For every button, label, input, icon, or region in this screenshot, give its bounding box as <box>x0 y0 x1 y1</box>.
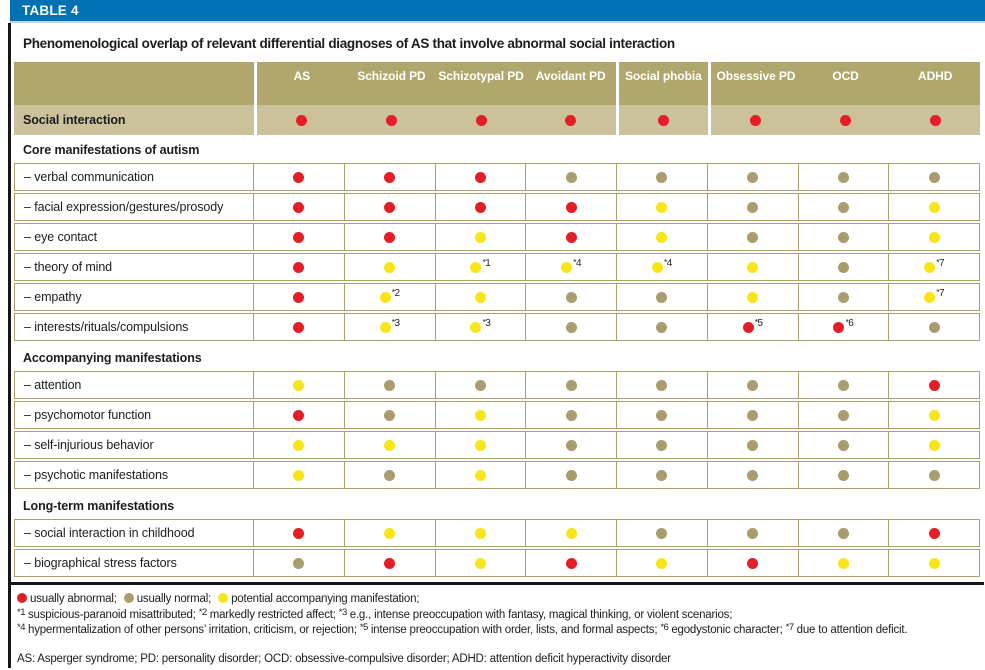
table-row <box>14 313 980 341</box>
status-yellow-dot-icon <box>929 410 940 421</box>
status-olive-dot-icon <box>929 470 940 481</box>
dot-cell <box>254 283 345 311</box>
status-olive-dot-icon <box>566 470 577 481</box>
dot-cell <box>345 223 436 251</box>
dot-cell <box>889 431 980 459</box>
header-label-spacer <box>14 62 254 105</box>
dot-cell <box>617 549 708 577</box>
dot-cell <box>889 401 980 429</box>
legend-item: usually normal; <box>124 593 214 605</box>
asterisk-note-marker: *5 <box>359 622 368 633</box>
dot-cell <box>708 431 799 459</box>
status-olive-dot-icon <box>293 558 304 569</box>
asterisk-icon: * <box>17 606 21 618</box>
status-yellow-dot-icon <box>475 232 486 243</box>
social-row-cell <box>436 105 526 135</box>
table-row <box>14 401 980 429</box>
status-red-dot-icon <box>929 380 940 391</box>
section-title: Accompanying manifestations <box>23 351 202 365</box>
status-olive-dot-icon <box>747 528 758 539</box>
dot-cell <box>889 549 980 577</box>
row-label: – psychomotor function <box>14 401 254 429</box>
asterisk-note-marker: *6 <box>845 316 854 329</box>
legend-item: usually abnormal; <box>17 593 120 605</box>
dot-cell <box>436 371 527 399</box>
status-red-dot-icon <box>840 115 851 126</box>
dot-cell <box>254 549 345 577</box>
legend-line <box>17 592 985 608</box>
dot-cell <box>436 163 527 191</box>
row-label: – self-injurious behavior <box>14 431 254 459</box>
status-olive-dot-icon <box>838 232 849 243</box>
column-header-adhd: ADHD <box>918 69 953 83</box>
row-label: – attention <box>14 371 254 399</box>
status-olive-dot-icon <box>566 410 577 421</box>
dot-cell <box>889 283 980 311</box>
status-yellow-dot-icon <box>384 528 395 539</box>
legend-red-dot-icon <box>17 593 27 603</box>
column-header-social-phobia: Social phobia <box>616 62 709 105</box>
column-header-schizotypal-pd: Schizotypal PD <box>438 69 524 83</box>
dot-cell <box>526 223 617 251</box>
dot-cell <box>799 163 890 191</box>
dot-cell <box>345 283 436 311</box>
status-yellow-dot-icon <box>475 292 486 303</box>
table-row <box>14 253 980 281</box>
table-row <box>14 163 980 191</box>
status-red-dot-icon <box>750 115 761 126</box>
row-label: – theory of mind <box>14 253 254 281</box>
status-red-dot-icon <box>930 115 941 126</box>
table-row <box>14 431 980 459</box>
status-yellow-dot-icon <box>470 322 481 333</box>
status-olive-dot-icon <box>566 172 577 183</box>
status-olive-dot-icon <box>838 470 849 481</box>
status-olive-dot-icon <box>656 528 667 539</box>
dot-cell <box>254 223 345 251</box>
asterisk-icon: * <box>391 286 395 297</box>
status-red-dot-icon <box>566 202 577 213</box>
dot-cell <box>526 371 617 399</box>
dot-cell <box>889 223 980 251</box>
asterisk-icon: * <box>391 316 395 327</box>
table-row <box>14 223 980 251</box>
row-label: – eye contact <box>14 223 254 251</box>
status-yellow-dot-icon <box>475 528 486 539</box>
status-yellow-dot-icon <box>475 470 486 481</box>
social-row-cell <box>801 105 891 135</box>
dot-cell <box>799 519 890 547</box>
dot-cell <box>526 193 617 221</box>
status-red-dot-icon <box>475 172 486 183</box>
status-olive-dot-icon <box>384 410 395 421</box>
dot-cell <box>799 371 890 399</box>
status-red-dot-icon <box>475 202 486 213</box>
dot-cell <box>526 549 617 577</box>
status-olive-dot-icon <box>838 440 849 451</box>
dot-cell <box>889 163 980 191</box>
dot-cell <box>436 519 527 547</box>
status-red-dot-icon <box>293 410 304 421</box>
status-olive-dot-icon <box>747 202 758 213</box>
status-yellow-dot-icon <box>924 292 935 303</box>
dot-cell <box>345 313 436 341</box>
dot-cell <box>526 283 617 311</box>
asterisk-icon: * <box>573 256 576 267</box>
social-row-cell <box>708 105 801 135</box>
dot-cell <box>254 313 345 341</box>
dot-cell <box>889 313 980 341</box>
asterisk-note-marker: *1 <box>482 256 491 269</box>
status-yellow-dot-icon <box>561 262 572 273</box>
dot-cell <box>617 401 708 429</box>
status-red-dot-icon <box>384 558 395 569</box>
status-olive-dot-icon <box>566 292 577 303</box>
dot-cell <box>254 163 345 191</box>
dot-cell <box>436 283 527 311</box>
status-red-dot-icon <box>293 292 304 303</box>
dot-cell <box>436 253 527 281</box>
dot-cell <box>799 401 890 429</box>
status-yellow-dot-icon <box>652 262 663 273</box>
column-header-as: AS <box>254 62 347 105</box>
status-olive-dot-icon <box>747 172 758 183</box>
asterisk-note-marker: *4 <box>17 622 25 633</box>
status-yellow-dot-icon <box>380 292 391 303</box>
table-row <box>14 549 980 577</box>
dot-cell <box>526 313 617 341</box>
dot-cell <box>799 313 890 341</box>
dot-cell <box>889 519 980 547</box>
dot-cell <box>345 549 436 577</box>
asterisk-icon: * <box>845 316 849 327</box>
diagnosis-table <box>14 62 980 585</box>
status-yellow-dot-icon <box>747 292 758 303</box>
dot-cell <box>617 223 708 251</box>
asterisk-icon: * <box>198 606 202 618</box>
status-olive-dot-icon <box>747 380 758 391</box>
asterisk-icon: * <box>359 622 364 633</box>
status-yellow-dot-icon <box>380 322 391 333</box>
dot-cell <box>436 223 527 251</box>
status-yellow-dot-icon <box>293 440 304 451</box>
table-row <box>14 371 980 399</box>
dot-cell <box>799 223 890 251</box>
dot-cell <box>526 519 617 547</box>
dot-cell <box>436 549 527 577</box>
status-red-dot-icon <box>293 202 304 213</box>
asterisk-note-marker: *3 <box>338 606 347 618</box>
status-red-dot-icon <box>565 115 576 126</box>
status-yellow-dot-icon <box>470 262 481 273</box>
status-yellow-dot-icon <box>656 232 667 243</box>
table-row <box>14 461 980 489</box>
status-yellow-dot-icon <box>475 440 486 451</box>
dot-cell <box>345 371 436 399</box>
dot-cell <box>254 519 345 547</box>
section-title: Long-term manifestations <box>23 499 175 513</box>
status-olive-dot-icon <box>838 528 849 539</box>
asterisk-icon: * <box>785 622 789 633</box>
asterisk-icon: * <box>936 256 939 267</box>
social-row-cell <box>526 105 616 135</box>
status-red-dot-icon <box>293 232 304 243</box>
asterisk-icon: * <box>482 316 486 327</box>
dot-cell <box>436 313 527 341</box>
dot-cell <box>617 193 708 221</box>
dot-cell <box>799 193 890 221</box>
social-row-cell <box>347 105 437 135</box>
table-header-bar <box>10 0 985 23</box>
dot-cell <box>708 223 799 251</box>
legend-item: potential accompanying manifestation; <box>218 593 419 605</box>
status-red-dot-icon <box>658 115 669 126</box>
status-olive-dot-icon <box>747 232 758 243</box>
status-red-dot-icon <box>743 322 754 333</box>
status-olive-dot-icon <box>566 380 577 391</box>
dot-cell <box>254 431 345 459</box>
social-row-cell <box>616 105 709 135</box>
table-number-tag: TABLE 4 <box>22 3 79 18</box>
asterisk-note-marker: *4 <box>573 256 582 269</box>
asterisk-note-marker: *6 <box>660 622 669 633</box>
dot-cell <box>889 371 980 399</box>
dot-cell <box>345 431 436 459</box>
status-olive-dot-icon <box>384 380 395 391</box>
status-red-dot-icon <box>476 115 487 126</box>
row-label: – interests/rituals/compulsions <box>14 313 254 341</box>
dot-cell <box>254 371 345 399</box>
legend-olive-dot-icon <box>124 593 134 603</box>
dot-cell <box>708 283 799 311</box>
table-frame <box>8 23 985 668</box>
asterisk-icon: * <box>660 622 664 633</box>
status-yellow-dot-icon <box>293 470 304 481</box>
status-olive-dot-icon <box>656 410 667 421</box>
asterisk-icon: * <box>17 622 21 633</box>
status-olive-dot-icon <box>838 292 849 303</box>
asterisk-icon: * <box>754 316 758 327</box>
dot-cell <box>345 461 436 489</box>
dot-cell <box>799 283 890 311</box>
status-red-dot-icon <box>293 322 304 333</box>
status-olive-dot-icon <box>838 380 849 391</box>
status-red-dot-icon <box>384 202 395 213</box>
status-olive-dot-icon <box>475 380 486 391</box>
dot-cell <box>617 163 708 191</box>
dot-cell <box>617 283 708 311</box>
status-olive-dot-icon <box>747 470 758 481</box>
dot-cell <box>708 519 799 547</box>
dot-cell <box>345 193 436 221</box>
section-title: Core manifestations of autism <box>23 143 200 157</box>
status-yellow-dot-icon <box>384 262 395 273</box>
asterisk-note-marker: *7 <box>936 286 945 299</box>
dot-cell <box>889 193 980 221</box>
status-yellow-dot-icon <box>566 528 577 539</box>
dot-cell <box>345 253 436 281</box>
social-row-cell <box>890 105 980 135</box>
row-label: – social interaction in childhood <box>14 519 254 547</box>
social-interaction-row <box>14 105 980 135</box>
column-header-row <box>14 62 980 105</box>
asterisk-note-marker: *7 <box>936 256 945 269</box>
dot-cell <box>617 519 708 547</box>
status-yellow-dot-icon <box>929 440 940 451</box>
dot-cell <box>526 253 617 281</box>
status-red-dot-icon <box>296 115 307 126</box>
footnotes <box>14 585 985 667</box>
dot-cell <box>708 163 799 191</box>
status-red-dot-icon <box>293 172 304 183</box>
asterisk-note-marker: *7 <box>785 622 794 633</box>
status-red-dot-icon <box>929 528 940 539</box>
status-red-dot-icon <box>384 232 395 243</box>
status-olive-dot-icon <box>656 322 667 333</box>
asterisk-note-marker: *1 <box>17 606 25 618</box>
asterisk-note-marker: *2 <box>391 286 400 299</box>
asterisk-note-marker: *3 <box>391 316 400 329</box>
status-yellow-dot-icon <box>747 262 758 273</box>
status-yellow-dot-icon <box>384 440 395 451</box>
table-title: Phenomenological overlap of relevant differential diagnoses of AS that involve abnormal social interaction <box>23 36 675 51</box>
status-red-dot-icon <box>566 232 577 243</box>
asterisk-icon: * <box>663 256 667 267</box>
status-yellow-dot-icon <box>838 558 849 569</box>
status-yellow-dot-icon <box>293 380 304 391</box>
status-olive-dot-icon <box>929 322 940 333</box>
dot-cell <box>345 163 436 191</box>
dot-cell <box>617 253 708 281</box>
status-red-dot-icon <box>566 558 577 569</box>
status-yellow-dot-icon <box>924 262 935 273</box>
row-label: – empathy <box>14 283 254 311</box>
status-yellow-dot-icon <box>929 232 940 243</box>
dot-cell <box>708 401 799 429</box>
abbreviations-line: AS: Asperger syndrome; PD: personality disorder; OCD: obsessive-compulsive disorder; ADHD: attention deficit hyperactivity disorder <box>17 652 671 665</box>
status-olive-dot-icon <box>838 410 849 421</box>
asterisk-icon: * <box>338 606 342 618</box>
status-red-dot-icon <box>384 172 395 183</box>
dot-cell <box>708 461 799 489</box>
dot-cell <box>254 401 345 429</box>
column-header-schizoid-pd: Schizoid PD <box>357 69 426 83</box>
dot-cell <box>617 461 708 489</box>
dot-cell <box>889 461 980 489</box>
status-olive-dot-icon <box>656 440 667 451</box>
marker-footnote-lines <box>17 608 985 639</box>
dot-cell <box>708 253 799 281</box>
dot-cell <box>345 519 436 547</box>
dot-cell <box>708 371 799 399</box>
dot-cell <box>799 431 890 459</box>
social-row-cell <box>254 105 347 135</box>
legend-yellow-dot-icon <box>218 593 228 603</box>
row-label: – verbal communication <box>14 163 254 191</box>
dot-cell <box>708 193 799 221</box>
asterisk-icon: * <box>482 256 486 267</box>
asterisk-note-marker: *2 <box>198 606 207 618</box>
asterisk-icon: * <box>936 286 939 297</box>
dot-cell <box>708 549 799 577</box>
dot-cell <box>254 193 345 221</box>
dot-cell <box>708 313 799 341</box>
footnote-line: $^{*4}$ hypermentalization of other persons’ irritation, criticism, or rejection; $^{*5}$ intense preoccupation with order, lists, and formal aspects; $^{*6}$ egodystonic character; $^{*7}$ due to attention deficit. <box>17 622 908 636</box>
dot-cell <box>617 431 708 459</box>
dot-cell <box>436 401 527 429</box>
table-row <box>14 283 980 311</box>
dot-cell <box>617 371 708 399</box>
dot-cell <box>526 461 617 489</box>
dot-cell <box>254 253 345 281</box>
status-yellow-dot-icon <box>475 558 486 569</box>
row-label: – biographical stress factors <box>14 549 254 577</box>
dot-cell <box>436 193 527 221</box>
status-olive-dot-icon <box>656 470 667 481</box>
status-olive-dot-icon <box>747 440 758 451</box>
status-olive-dot-icon <box>566 440 577 451</box>
dot-cell <box>526 431 617 459</box>
status-yellow-dot-icon <box>656 558 667 569</box>
column-header-ocd: OCD <box>832 69 859 83</box>
row-label: – facial expression/gestures/prosody <box>14 193 254 221</box>
status-olive-dot-icon <box>656 172 667 183</box>
status-olive-dot-icon <box>838 172 849 183</box>
dot-cell <box>617 313 708 341</box>
status-olive-dot-icon <box>838 262 849 273</box>
dot-cell <box>799 461 890 489</box>
table-row <box>14 193 980 221</box>
asterisk-note-marker: *5 <box>754 316 763 329</box>
dot-cell <box>526 163 617 191</box>
status-red-dot-icon <box>747 558 758 569</box>
table-row <box>14 519 980 547</box>
status-olive-dot-icon <box>838 202 849 213</box>
status-olive-dot-icon <box>384 470 395 481</box>
status-yellow-dot-icon <box>929 202 940 213</box>
row-label: Social interaction <box>23 113 126 127</box>
dot-cell <box>799 549 890 577</box>
dot-cell <box>889 253 980 281</box>
dot-cell <box>799 253 890 281</box>
status-yellow-dot-icon <box>929 558 940 569</box>
dot-cell <box>436 461 527 489</box>
status-red-dot-icon <box>293 262 304 273</box>
dot-cell <box>345 401 436 429</box>
dot-cell <box>526 401 617 429</box>
status-red-dot-icon <box>293 528 304 539</box>
status-red-dot-icon <box>833 322 844 333</box>
status-yellow-dot-icon <box>475 410 486 421</box>
column-header-avoidant-pd: Avoidant PD <box>535 69 606 83</box>
status-yellow-dot-icon <box>656 202 667 213</box>
table-sections <box>14 135 980 577</box>
dot-cell <box>254 461 345 489</box>
asterisk-note-marker: *3 <box>482 316 491 329</box>
asterisk-note-marker: *4 <box>663 256 672 269</box>
status-olive-dot-icon <box>929 172 940 183</box>
status-olive-dot-icon <box>656 292 667 303</box>
status-olive-dot-icon <box>566 322 577 333</box>
row-label: – psychotic manifestations <box>14 461 254 489</box>
footnote-line: $^{*1}$ suspicious-paranoid misattributed; $^{*2}$ markedly restricted affect; $^{*3}$ e.g., intense preoccupation with fantasy, magical thinking, or violent scenarios; <box>17 606 733 621</box>
status-olive-dot-icon <box>747 410 758 421</box>
status-olive-dot-icon <box>656 380 667 391</box>
column-header-obsessive-pd: Obsessive PD <box>708 62 801 105</box>
dot-cell <box>436 431 527 459</box>
status-red-dot-icon <box>386 115 397 126</box>
